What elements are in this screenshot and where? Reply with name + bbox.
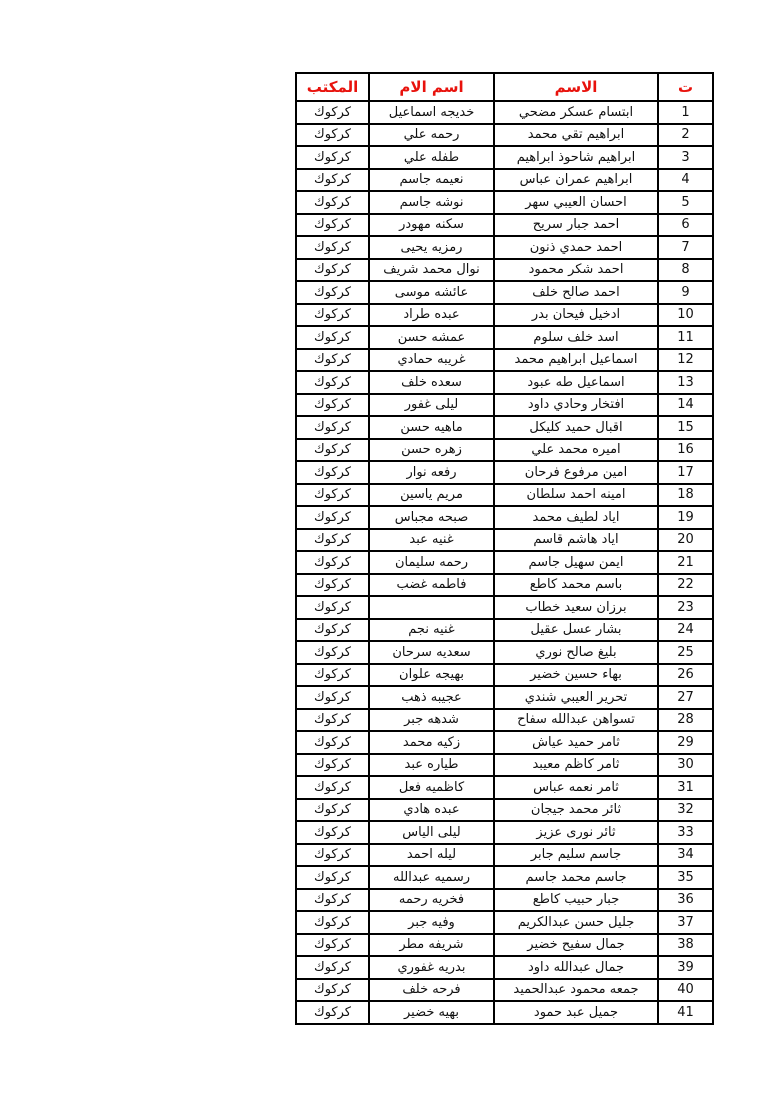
office-cell: كركوك <box>296 124 369 147</box>
name-cell: جليل حسن عبدالكريم <box>494 911 658 934</box>
office-cell: كركوك <box>296 799 369 822</box>
mother-name-cell: بدريه غفوري <box>369 956 494 979</box>
name-cell: ابتسام عسكر مضحي <box>494 101 658 124</box>
serial-cell: 9 <box>658 281 713 304</box>
office-cell: كركوك <box>296 596 369 619</box>
name-cell: اسد خلف سلوم <box>494 326 658 349</box>
mother-name-cell: عبده هادي <box>369 799 494 822</box>
office-cell: كركوك <box>296 619 369 642</box>
serial-cell: 15 <box>658 416 713 439</box>
mother-name-cell: رفعه نوار <box>369 461 494 484</box>
serial-cell: 30 <box>658 754 713 777</box>
serial-cell: 14 <box>658 394 713 417</box>
serial-cell: 33 <box>658 821 713 844</box>
mother-name-cell: ليلى غفور <box>369 394 494 417</box>
serial-cell: 31 <box>658 776 713 799</box>
col-header-serial: ت <box>658 73 713 101</box>
mother-name-cell: مريم ياسين <box>369 484 494 507</box>
office-cell: كركوك <box>296 664 369 687</box>
name-cell: جمعه محمود عبدالحميد <box>494 979 658 1002</box>
name-cell: افتخار وحادي داود <box>494 394 658 417</box>
office-cell: كركوك <box>296 731 369 754</box>
office-cell: كركوك <box>296 686 369 709</box>
serial-cell: 32 <box>658 799 713 822</box>
office-cell: كركوك <box>296 956 369 979</box>
serial-cell: 23 <box>658 596 713 619</box>
mother-name-cell: زهره حسن <box>369 439 494 462</box>
table-row <box>296 664 713 687</box>
name-cell: احمد حمدي ذنون <box>494 236 658 259</box>
table-row <box>296 214 713 237</box>
table-row <box>296 844 713 867</box>
mother-name-cell: صبحه مجباس <box>369 506 494 529</box>
name-cell: اميره محمد علي <box>494 439 658 462</box>
name-cell: احمد شكر محمود <box>494 259 658 282</box>
table-row <box>296 731 713 754</box>
mother-name-cell: عجيبه ذهب <box>369 686 494 709</box>
header-row <box>296 73 713 101</box>
mother-name-cell: غنيه عبد <box>369 529 494 552</box>
name-cell: ابراهيم شاحوذ ابراهيم <box>494 146 658 169</box>
serial-cell: 1 <box>658 101 713 124</box>
office-cell: كركوك <box>296 574 369 597</box>
col-header-mother-name: اسم الام <box>369 73 494 101</box>
name-cell: احمد جبار سريح <box>494 214 658 237</box>
table-row <box>296 146 713 169</box>
office-cell: كركوك <box>296 1001 369 1024</box>
mother-name-cell: شدهه جبر <box>369 709 494 732</box>
serial-cell: 38 <box>658 934 713 957</box>
names-table <box>295 72 714 1025</box>
office-cell: كركوك <box>296 934 369 957</box>
name-cell: ثائر محمد جيجان <box>494 799 658 822</box>
table-row <box>296 416 713 439</box>
table-row <box>296 281 713 304</box>
office-cell: كركوك <box>296 709 369 732</box>
office-cell: كركوك <box>296 349 369 372</box>
serial-cell: 29 <box>658 731 713 754</box>
table-row <box>296 866 713 889</box>
serial-cell: 2 <box>658 124 713 147</box>
table-row <box>296 956 713 979</box>
serial-cell: 22 <box>658 574 713 597</box>
table-row <box>296 641 713 664</box>
serial-cell: 41 <box>658 1001 713 1024</box>
mother-name-cell: غريبه حمادي <box>369 349 494 372</box>
serial-cell: 3 <box>658 146 713 169</box>
mother-name-cell: وفيه جبر <box>369 911 494 934</box>
office-cell: كركوك <box>296 439 369 462</box>
office-cell: كركوك <box>296 214 369 237</box>
name-cell: اياد هاشم قاسم <box>494 529 658 552</box>
mother-name-cell: ليله احمد <box>369 844 494 867</box>
office-cell: كركوك <box>296 889 369 912</box>
mother-name-cell: رحمه علي <box>369 124 494 147</box>
office-cell: كركوك <box>296 529 369 552</box>
office-cell: كركوك <box>296 821 369 844</box>
office-cell: كركوك <box>296 259 369 282</box>
mother-name-cell: عبده طراد <box>369 304 494 327</box>
table-row <box>296 326 713 349</box>
mother-name-cell: بهيه خضير <box>369 1001 494 1024</box>
mother-name-cell: عمشه حسن <box>369 326 494 349</box>
table-row <box>296 889 713 912</box>
name-cell: تحرير العيبي شندي <box>494 686 658 709</box>
table-row <box>296 191 713 214</box>
name-cell: بهاء حسين خضير <box>494 664 658 687</box>
mother-name-cell: خديجه اسماعيل <box>369 101 494 124</box>
mother-name-cell: سعديه سرحان <box>369 641 494 664</box>
col-header-office: المكتب <box>296 73 369 101</box>
serial-cell: 25 <box>658 641 713 664</box>
serial-cell: 39 <box>658 956 713 979</box>
office-cell: كركوك <box>296 866 369 889</box>
office-cell: كركوك <box>296 101 369 124</box>
mother-name-cell: رمزيه يحيى <box>369 236 494 259</box>
name-cell: اقبال حميد كليكل <box>494 416 658 439</box>
table-row <box>296 124 713 147</box>
mother-name-cell: ليلى الياس <box>369 821 494 844</box>
table-row <box>296 799 713 822</box>
mother-name-cell: زكيه محمد <box>369 731 494 754</box>
table-row <box>296 259 713 282</box>
serial-cell: 26 <box>658 664 713 687</box>
serial-cell: 24 <box>658 619 713 642</box>
name-cell: ابراهيم عمران عباس <box>494 169 658 192</box>
serial-cell: 10 <box>658 304 713 327</box>
table-row <box>296 709 713 732</box>
table-row <box>296 394 713 417</box>
name-cell: تسواهن عبدالله سفاح <box>494 709 658 732</box>
mother-name-cell: عائشه موسى <box>369 281 494 304</box>
mother-name-cell: طياره عبد <box>369 754 494 777</box>
table-row <box>296 754 713 777</box>
table-header <box>296 73 713 101</box>
mother-name-cell: ماهيه حسن <box>369 416 494 439</box>
office-cell: كركوك <box>296 169 369 192</box>
serial-cell: 28 <box>658 709 713 732</box>
mother-name-cell: نوال محمد شريف <box>369 259 494 282</box>
mother-name-cell: رحمه سليمان <box>369 551 494 574</box>
serial-cell: 19 <box>658 506 713 529</box>
mother-name-cell: سعده خلف <box>369 371 494 394</box>
table-row <box>296 934 713 957</box>
name-cell: جميل عبد حمود <box>494 1001 658 1024</box>
office-cell: كركوك <box>296 776 369 799</box>
name-cell: جاسم محمد جاسم <box>494 866 658 889</box>
serial-cell: 34 <box>658 844 713 867</box>
table-row <box>296 619 713 642</box>
name-cell: امينه احمد سلطان <box>494 484 658 507</box>
name-cell: برزان سعيد خطاب <box>494 596 658 619</box>
table-row <box>296 461 713 484</box>
table-row <box>296 551 713 574</box>
serial-cell: 37 <box>658 911 713 934</box>
table-row <box>296 911 713 934</box>
mother-name-cell: نعيمه جاسم <box>369 169 494 192</box>
serial-cell: 21 <box>658 551 713 574</box>
name-cell: جبار حبيب كاطع <box>494 889 658 912</box>
name-cell: ايمن سهيل جاسم <box>494 551 658 574</box>
name-cell: بليغ صالح نوري <box>494 641 658 664</box>
serial-cell: 13 <box>658 371 713 394</box>
table-row <box>296 776 713 799</box>
office-cell: كركوك <box>296 754 369 777</box>
table-row <box>296 1001 713 1024</box>
mother-name-cell: فخريه رحمه <box>369 889 494 912</box>
serial-cell: 6 <box>658 214 713 237</box>
table-row <box>296 349 713 372</box>
serial-cell: 17 <box>658 461 713 484</box>
serial-cell: 40 <box>658 979 713 1002</box>
table-row <box>296 979 713 1002</box>
table-row <box>296 304 713 327</box>
office-cell: كركوك <box>296 911 369 934</box>
name-cell: اسماعيل طه عبود <box>494 371 658 394</box>
serial-cell: 35 <box>658 866 713 889</box>
table-row <box>296 371 713 394</box>
table-row <box>296 686 713 709</box>
office-cell: كركوك <box>296 979 369 1002</box>
mother-name-cell: فاطمه غضب <box>369 574 494 597</box>
mother-name-cell: طفله علي <box>369 146 494 169</box>
mother-name-cell: فرحه خلف <box>369 979 494 1002</box>
office-cell: كركوك <box>296 416 369 439</box>
table-body <box>296 101 713 1024</box>
serial-cell: 7 <box>658 236 713 259</box>
mother-name-cell: سكنه مهودر <box>369 214 494 237</box>
office-cell: كركوك <box>296 394 369 417</box>
serial-cell: 18 <box>658 484 713 507</box>
table-row <box>296 596 713 619</box>
name-cell: جمال عبدالله داود <box>494 956 658 979</box>
office-cell: كركوك <box>296 236 369 259</box>
mother-name-cell: بهيجه علوان <box>369 664 494 687</box>
office-cell: كركوك <box>296 304 369 327</box>
office-cell: كركوك <box>296 484 369 507</box>
mother-name-cell: غنيه نجم <box>369 619 494 642</box>
serial-cell: 4 <box>658 169 713 192</box>
office-cell: كركوك <box>296 191 369 214</box>
name-cell: جمال سفيح خضير <box>494 934 658 957</box>
table-row <box>296 484 713 507</box>
serial-cell: 16 <box>658 439 713 462</box>
table-row <box>296 574 713 597</box>
name-cell: ثامر كاظم معيبد <box>494 754 658 777</box>
name-cell: باسم محمد كاطع <box>494 574 658 597</box>
name-cell: احمد صالح خلف <box>494 281 658 304</box>
table-row <box>296 169 713 192</box>
office-cell: كركوك <box>296 461 369 484</box>
office-cell: كركوك <box>296 281 369 304</box>
office-cell: كركوك <box>296 506 369 529</box>
serial-cell: 20 <box>658 529 713 552</box>
serial-cell: 5 <box>658 191 713 214</box>
office-cell: كركوك <box>296 551 369 574</box>
office-cell: كركوك <box>296 326 369 349</box>
serial-cell: 36 <box>658 889 713 912</box>
table-row <box>296 821 713 844</box>
table-row <box>296 529 713 552</box>
mother-name-cell: رسميه عبدالله <box>369 866 494 889</box>
name-cell: ثامر نعمه عباس <box>494 776 658 799</box>
serial-cell: 11 <box>658 326 713 349</box>
serial-cell: 8 <box>658 259 713 282</box>
mother-name-cell: شريفه مطر <box>369 934 494 957</box>
name-cell: ثائر نورى عزيز <box>494 821 658 844</box>
name-cell: بشار عسل عقيل <box>494 619 658 642</box>
table-row <box>296 506 713 529</box>
office-cell: كركوك <box>296 641 369 664</box>
name-cell: ابراهيم تقي محمد <box>494 124 658 147</box>
office-cell: كركوك <box>296 146 369 169</box>
name-cell: اياد لطيف محمد <box>494 506 658 529</box>
name-cell: اسماعيل ابراهيم محمد <box>494 349 658 372</box>
name-cell: ثامر حميد عياش <box>494 731 658 754</box>
table-row <box>296 236 713 259</box>
col-header-name: الاسم <box>494 73 658 101</box>
table-row <box>296 439 713 462</box>
mother-name-cell: كاظميه فعل <box>369 776 494 799</box>
name-cell: احسان العيبي سهر <box>494 191 658 214</box>
name-cell: ادخيل فيحان بدر <box>494 304 658 327</box>
mother-name-cell: نوشه جاسم <box>369 191 494 214</box>
serial-cell: 12 <box>658 349 713 372</box>
office-cell: كركوك <box>296 371 369 394</box>
serial-cell: 27 <box>658 686 713 709</box>
mother-name-cell <box>369 596 494 619</box>
office-cell: كركوك <box>296 844 369 867</box>
name-cell: جاسم سليم جابر <box>494 844 658 867</box>
table-row <box>296 101 713 124</box>
name-cell: امين مرفوع فرحان <box>494 461 658 484</box>
